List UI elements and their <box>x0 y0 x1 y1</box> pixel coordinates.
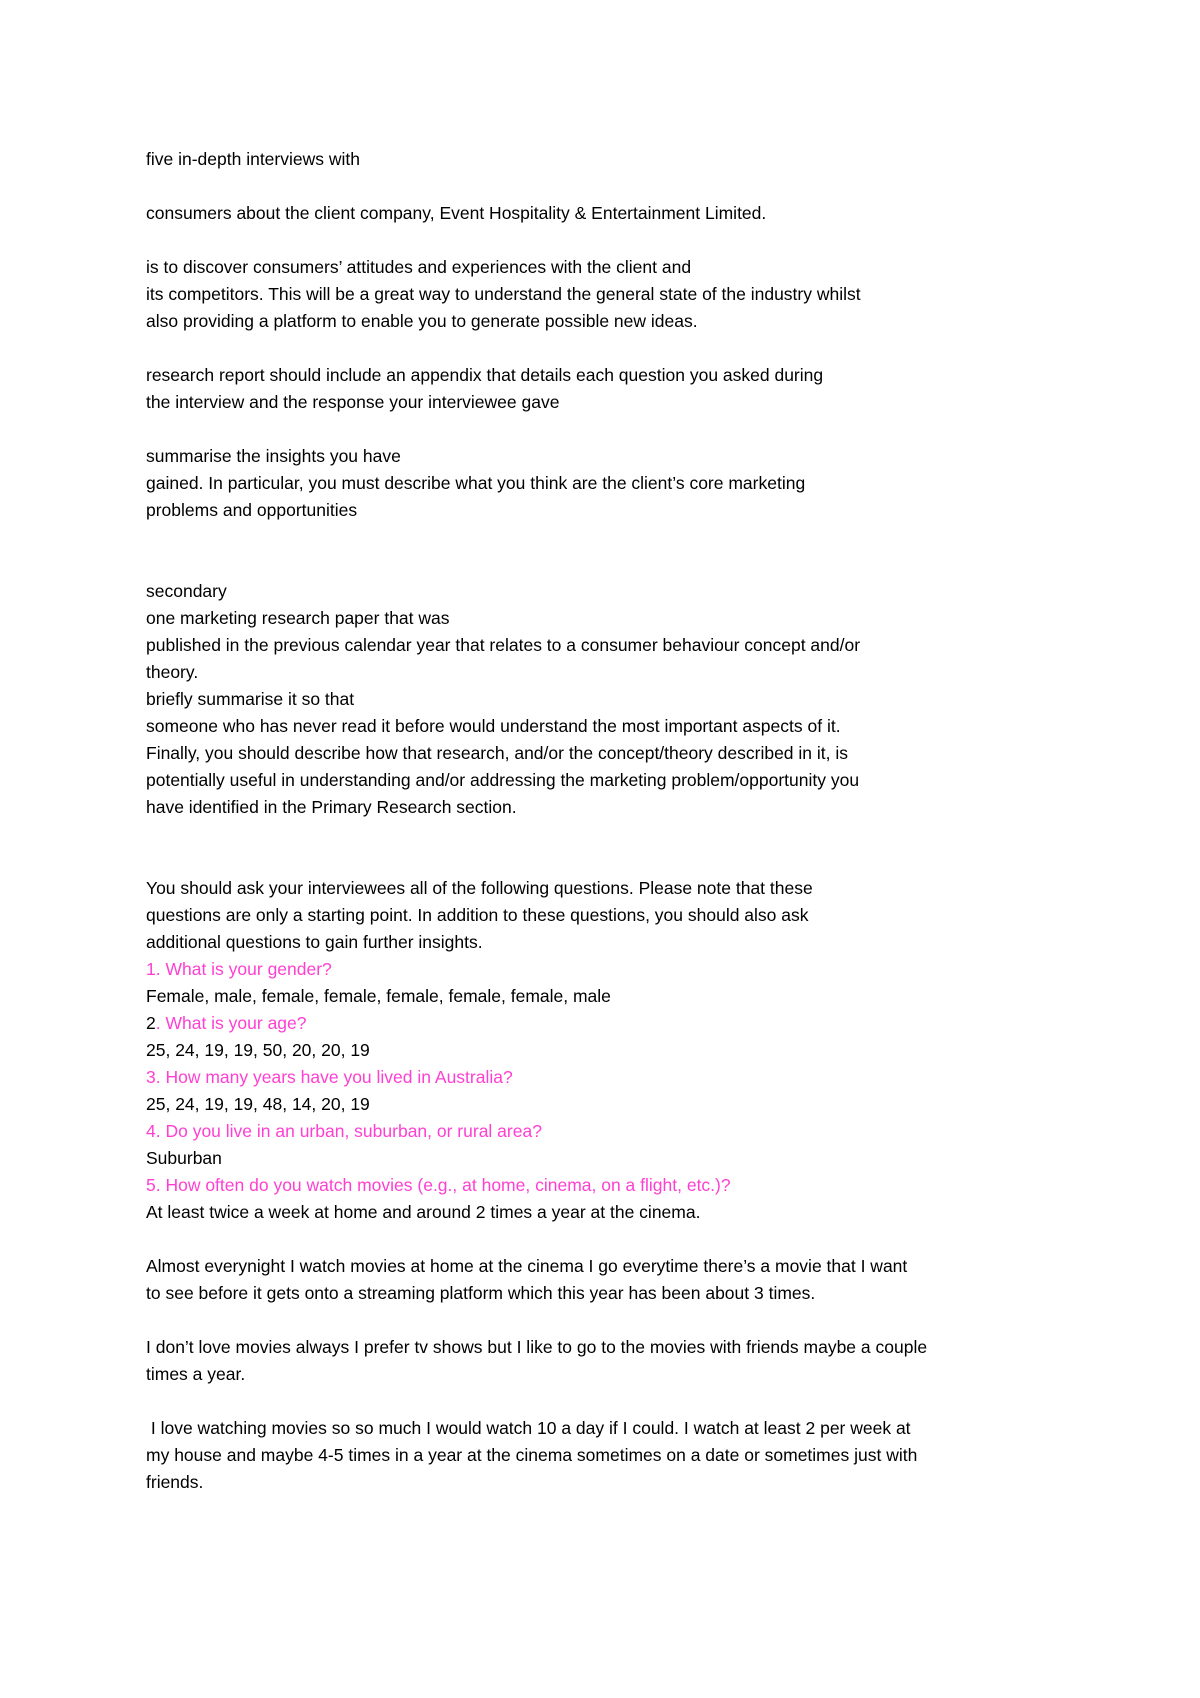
question-3: 3. How many years have you lived in Australia? <box>146 1067 513 1087</box>
answer-5: At least twice a week at home and around 2 times a year at the cinema. <box>146 1202 701 1222</box>
secondary-line: potentially useful in understanding and/or addressing the marketing problem/opportunity you <box>146 770 860 790</box>
answer-4: Suburban <box>146 1148 222 1168</box>
insights-line: summarise the insights you have <box>146 446 401 466</box>
question-list <box>146 956 1076 1226</box>
secondary-line: secondary <box>146 581 227 601</box>
spacer <box>146 821 1076 875</box>
spacer <box>146 173 1076 200</box>
purpose-paragraph <box>146 254 1076 335</box>
document-body <box>146 146 1076 1496</box>
interviews-line: five in-depth interviews with <box>146 149 360 169</box>
question-1: 1. What is your gender? <box>146 959 332 979</box>
intro-line: questions are only a starting point. In addition to these questions, you should also ask <box>146 905 809 925</box>
secondary-line: published in the previous calendar year that relates to a consumer behaviour concept and/or <box>146 635 861 655</box>
answer-2: 25, 24, 19, 19, 50, 20, 20, 19 <box>146 1040 370 1060</box>
secondary-line: briefly summarise it so that <box>146 689 355 709</box>
appendix-line: research report should include an appendix that details each question you asked during <box>146 365 824 385</box>
question-2-text: . What is your age? <box>155 1013 307 1033</box>
secondary-line: have identified in the Primary Research section. <box>146 797 517 817</box>
secondary-line: Finally, you should describe how that research, and/or the concept/theory described in it, is <box>146 743 848 763</box>
response-paragraph <box>146 1334 1076 1388</box>
response-paragraph <box>146 1253 1076 1307</box>
insights-paragraph <box>146 443 1076 524</box>
response-paragraph <box>146 1415 1076 1496</box>
spacer <box>146 524 1076 578</box>
response-line: Almost everynight I watch movies at home at the cinema I go everytime there’s a movie that I want <box>146 1256 908 1276</box>
insights-line: problems and opportunities <box>146 500 358 520</box>
response-line: to see before it gets onto a streaming platform which this year has been about 3 times. <box>146 1283 816 1303</box>
secondary-line: theory. <box>146 662 199 682</box>
question-4: 4. Do you live in an urban, suburban, or rural area? <box>146 1121 542 1141</box>
question-2 <box>146 1010 1076 1037</box>
spacer <box>146 335 1076 362</box>
purpose-line: its competitors. This will be a great way to understand the general state of the industry whilst <box>146 284 861 304</box>
intro-line: additional questions to gain further insights. <box>146 932 483 952</box>
insights-line: gained. In particular, you must describe what you think are the client’s core marketing <box>146 473 806 493</box>
questions-intro <box>146 875 1076 956</box>
purpose-line: is to discover consumers’ attitudes and experiences with the client and <box>146 257 692 277</box>
intro-line: You should ask your interviewees all of the following questions. Please note that these <box>146 878 813 898</box>
spacer <box>146 1307 1076 1334</box>
appendix-paragraph <box>146 362 1076 416</box>
spacer <box>146 1388 1076 1415</box>
response-line: I love watching movies so so much I would watch 10 a day if I could. I watch at least 2 per week at <box>146 1418 911 1438</box>
response-line: my house and maybe 4-5 times in a year at the cinema sometimes on a date or sometimes just with <box>146 1445 918 1465</box>
response-line: I don’t love movies always I prefer tv shows but I like to go to the movies with friends maybe a couple <box>146 1337 928 1357</box>
question-5: 5. How often do you watch movies (e.g., at home, cinema, on a flight, etc.)? <box>146 1175 731 1195</box>
secondary-line: one marketing research paper that was <box>146 608 450 628</box>
appendix-line: the interview and the response your interviewee gave <box>146 392 560 412</box>
response-line: times a year. <box>146 1364 246 1384</box>
answer-1: Female, male, female, female, female, female, female, male <box>146 986 611 1006</box>
spacer <box>146 1226 1076 1253</box>
response-line: friends. <box>146 1472 204 1492</box>
client-line: consumers about the client company, Event Hospitality & Entertainment Limited. <box>146 203 767 223</box>
answer-3: 25, 24, 19, 19, 48, 14, 20, 19 <box>146 1094 370 1114</box>
secondary-paragraph <box>146 578 1076 821</box>
secondary-line: someone who has never read it before would understand the most important aspects of it. <box>146 716 841 736</box>
question-2-number: 2 <box>146 1013 156 1033</box>
spacer <box>146 227 1076 254</box>
purpose-line: also providing a platform to enable you to generate possible new ideas. <box>146 311 698 331</box>
spacer <box>146 416 1076 443</box>
